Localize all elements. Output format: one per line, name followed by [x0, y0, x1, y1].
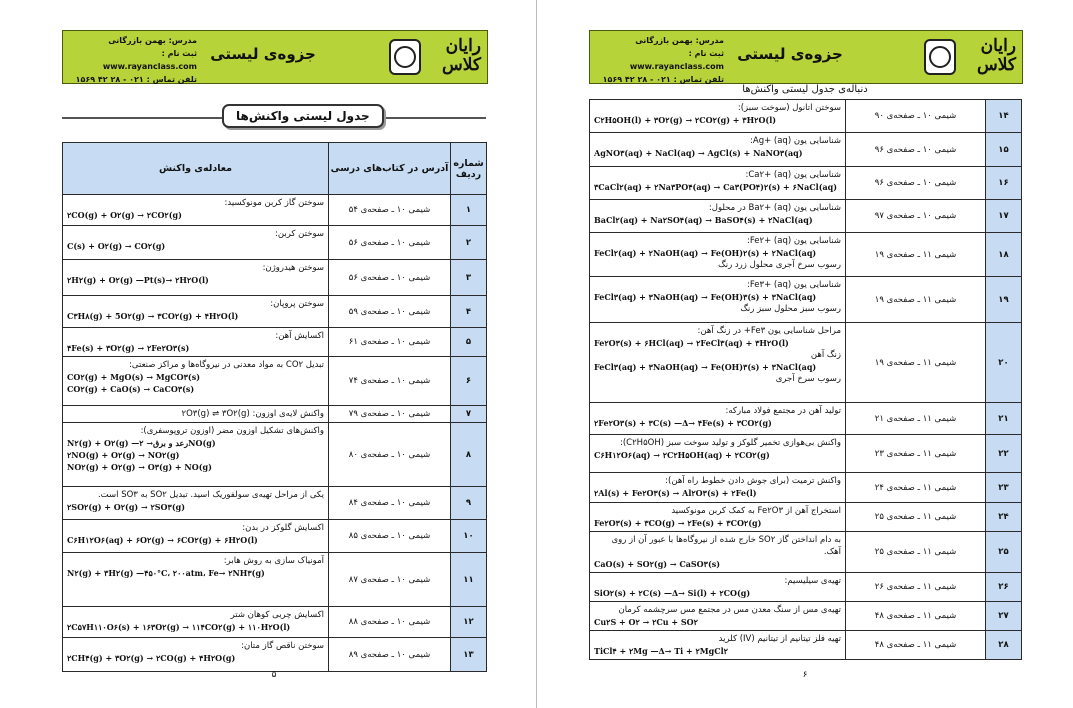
reaction-equation: ۴Fe(s) + ۳O۲(g) → ۲Fe۲O۳(s): [67, 343, 190, 353]
row-number: ۱۷: [986, 200, 1022, 233]
book-reference: شیمی ۱۰ ـ صفحه‌ی ۵۴: [329, 195, 451, 226]
book-reference: شیمی ۱۰ ـ صفحه‌ی ۸۹: [329, 638, 451, 672]
book-reference: شیمی ۱۱ ـ صفحه‌ی ۲۱: [846, 403, 986, 435]
book-reference: شیمی ۱۰ ـ صفحه‌ی ۷۴: [329, 357, 451, 406]
table-row: [590, 631, 1022, 660]
book-reference: شیمی ۱۰ ـ صفحه‌ی ۸۰: [329, 423, 451, 487]
reaction-description: شناسایی یون Ag+ (aq):: [750, 136, 841, 146]
book-reference: شیمی ۱۰ ـ صفحه‌ی ۵۹: [329, 296, 451, 328]
table-row: [590, 323, 1022, 403]
reaction-equation: FeCl۳(aq) + ۳NaOH(aq) → Fe(OH)۳(s) + ۳NaCl(aq): [594, 292, 817, 302]
rayan-class-logo: [389, 35, 481, 77]
reaction-equation: ۲H۲(g) + O۲(g) —Pt(s)→ ۲H۲O(l): [67, 275, 209, 285]
row-number: ۲۶: [986, 573, 1022, 602]
row-number: ۱۹: [986, 277, 1022, 323]
reaction-description: شناسایی یون Fe۲+ (aq):: [747, 236, 841, 246]
row-number: ۷: [451, 406, 487, 423]
book-reference: شیمی ۱۱ ـ صفحه‌ی ۱۹: [846, 323, 986, 403]
row-number: ۲: [451, 226, 487, 260]
reaction-description: واکنش بی‌هوازی تخمیر گلوکز و تولید سوخت سبز (C۲H۵OH):: [619, 438, 841, 448]
reaction-cell: [590, 631, 846, 660]
table-row: [590, 473, 1022, 503]
reaction-description: واکنش‌های تشکیل اوزون مضر (اوزون تروپوسفری):: [140, 426, 324, 436]
reaction-description: واکنش ترمیت (برای جوش دادن خطوط راه آهن):: [665, 476, 841, 486]
reaction-cell: [63, 195, 329, 226]
website-link[interactable]: www.rayanclass.com: [102, 62, 197, 71]
logo-text: رایان کلاس: [442, 36, 481, 75]
table-row: [590, 403, 1022, 435]
reaction-cell: [590, 435, 846, 473]
row-number: ۱۳: [451, 638, 487, 672]
table-row: [63, 357, 487, 406]
reaction-cell: [590, 573, 846, 602]
header-info: [596, 34, 724, 86]
table-row: [63, 553, 487, 607]
rayan-class-logo: [924, 35, 1016, 77]
row-number: ۱۴: [986, 100, 1022, 133]
reaction-description: رسوب سرخ آجری محلول زرد رنگ: [718, 260, 841, 270]
row-number: ۶: [451, 357, 487, 406]
reaction-description: رسوب سرخ آجری: [775, 374, 841, 384]
page-header: [589, 30, 1023, 84]
book-reference: شیمی ۱۰ ـ صفحه‌ی ۹۶: [846, 133, 986, 167]
book-reference: شیمی ۱۱ ـ صفحه‌ی ۲۴: [846, 473, 986, 503]
reaction-equation: CaO(s) + SO۲(g) → CaSO۳(s): [594, 559, 721, 569]
book-reference: شیمی ۱۰ ـ صفحه‌ی ۵۶: [329, 260, 451, 296]
site-label: ثبت نام :: [161, 49, 197, 58]
book-reference: شیمی ۱۰ ـ صفحه‌ی ۹۷: [846, 200, 986, 233]
reaction-description: تهیه‌ی مس از سنگ معدن مس در مجتمع مس سرچشمه کرمان: [618, 605, 841, 615]
reaction-cell: [590, 473, 846, 503]
reaction-description: سوختن کربن:: [275, 229, 324, 239]
continuation-subtitle: دنباله‌ی جدول لیستی واکنش‌ها: [742, 84, 868, 95]
reaction-equation: NO۲(g) + O۲(g) → O۳(g) + NO(g): [67, 462, 212, 472]
page-header: [62, 30, 488, 84]
book-reference: شیمی ۱۱ ـ صفحه‌ی ۲۵: [846, 532, 986, 573]
reaction-equation: C۶H۱۲O۶(aq) → ۲C۲H۵OH(aq) + ۲CO۲(g): [594, 450, 770, 460]
table-row: [63, 520, 487, 553]
row-number: ۳: [451, 260, 487, 296]
reaction-equation: C۶H۱۲O۶(aq) + ۶O۲(g) → ۶CO۲(g) + ۶H۲O(l): [67, 535, 258, 545]
row-number: ۲۲: [986, 435, 1022, 473]
phone-number: تلفن تماس : ۰۲۱ - ۲۸ ۴۲ ۱۵۶۹: [602, 75, 724, 84]
reaction-cell: [590, 532, 846, 573]
reaction-cell: [63, 296, 329, 328]
reaction-cell: [590, 233, 846, 277]
table-row: [63, 328, 487, 357]
reaction-description: تهیه‌ی سیلیسیم:: [784, 576, 841, 586]
book-reference: شیمی ۱۰ ـ صفحه‌ی ۷۹: [329, 406, 451, 423]
reaction-description: شناسایی یون Ba۲+ (aq) در محلول:: [708, 203, 841, 213]
row-number: ۱۱: [451, 553, 487, 607]
book-reference: شیمی ۱۱ ـ صفحه‌ی ۱۹: [846, 233, 986, 277]
table-row: [590, 435, 1022, 473]
row-number: ۱۶: [986, 167, 1022, 200]
reaction-equation: ۲SO۲(g) + O۲(g) → ۲SO۳(g): [67, 502, 185, 512]
table-row: [590, 233, 1022, 277]
reaction-cell: [590, 403, 846, 435]
reaction-cell: [63, 328, 329, 357]
logo-face-icon: [394, 46, 416, 68]
book-reference: شیمی ۱۰ ـ صفحه‌ی ۵۶: [329, 226, 451, 260]
table-row: [63, 195, 487, 226]
teacher-name: مدرس: بهمن بازرگانی: [108, 36, 197, 45]
page-number: ۵: [271, 670, 277, 680]
reaction-equation: FeCl۳(aq) + ۳NaOH(aq) → Fe(OH)۳(s) + ۳NaCl(aq): [594, 362, 817, 372]
row-number: ۱۰: [451, 520, 487, 553]
phone-number: تلفن تماس : ۰۲۱ - ۲۸ ۴۲ ۱۵۶۹: [75, 75, 197, 84]
col-header-equation: معادله‌ی واکنش: [63, 143, 329, 195]
reaction-cell: [63, 487, 329, 520]
reaction-equation: CO۲(g) + CaO(s) → CaCO۳(s): [67, 384, 195, 394]
reaction-description: واکنش لایه‌ی اوزون: ۲O۳(g) ⇌ ۳O۲(g): [181, 409, 324, 419]
reaction-cell: [63, 406, 329, 423]
reaction-cell: [63, 260, 329, 296]
reaction-cell: [590, 277, 846, 323]
table-row: [590, 167, 1022, 200]
table-row: [590, 602, 1022, 631]
reaction-description: رسوب سبز محلول سبز رنگ: [740, 304, 841, 314]
row-number: ۱۸: [986, 233, 1022, 277]
row-number: ۱: [451, 195, 487, 226]
reaction-equation: ۳CaCl۲(aq) + ۲Na۳PO۴(aq) → Ca۳(PO۴)۲(s) + ۶NaCl(aq): [594, 182, 838, 192]
reaction-description: سوختن پروپان:: [270, 299, 324, 309]
reaction-equation: TiCl۴ + ۲Mg —Δ→ Ti + ۲MgCl۲: [594, 646, 728, 656]
reaction-description: تهیه فلز تیتانیم از تیتانیم (IV) کلرید: [718, 634, 841, 644]
header-title: جزوه‌ی لیستی: [210, 45, 316, 63]
reaction-description: اکسایش چربی کوهان شتر: [230, 610, 324, 620]
header-title: جزوه‌ی لیستی: [737, 45, 843, 63]
row-number: ۲۳: [986, 473, 1022, 503]
reaction-cell: [590, 133, 846, 167]
reaction-equation: Fe۲O۳(s) + ۶HCl(aq) → ۲FeCl۳(aq) + ۳H۲O(l): [594, 338, 789, 348]
reaction-cell: [590, 503, 846, 532]
reaction-equation: ۲NO(g) + O۲(g) → NO۲(g): [67, 450, 180, 460]
reaction-description: اکسایش آهن:: [275, 331, 324, 341]
site-label: ثبت نام :: [688, 49, 724, 58]
row-number: ۲۷: [986, 602, 1022, 631]
reaction-description: سوختن اتانول (سوخت سبز):: [737, 103, 841, 113]
table-row: [63, 487, 487, 520]
row-number: ۸: [451, 423, 487, 487]
table-row: [590, 503, 1022, 532]
col-header-row-number: شماره ردیف: [451, 143, 487, 195]
table-row: [63, 226, 487, 260]
teacher-name: مدرس: بهمن بازرگانی: [635, 36, 724, 45]
book-reference: شیمی ۱۰ ـ صفحه‌ی ۸۸: [329, 607, 451, 638]
book-reference: شیمی ۱۱ ـ صفحه‌ی ۲۶: [846, 573, 986, 602]
reaction-equation: Cu۲S + O۲ → ۲Cu + SO۲: [594, 617, 698, 627]
book-reference: شیمی ۱۰ ـ صفحه‌ی ۸۴: [329, 487, 451, 520]
section-title-box: [222, 104, 384, 128]
reaction-description: یکی از مراحل تهیه‌ی سولفوریک اسید. تبدیل SO۲ به SO۳ است.: [97, 490, 324, 500]
book-reference: شیمی ۱۱ ـ صفحه‌ی ۲۳: [846, 435, 986, 473]
section-title: جدول لیستی واکنش‌ها: [222, 104, 384, 128]
logo-face-icon: [929, 46, 951, 68]
reaction-equation: CO۲(g) + MgO(s) → MgCO۳(s): [67, 372, 200, 382]
row-number: ۴: [451, 296, 487, 328]
reaction-cell: [63, 357, 329, 406]
reaction-cell: [63, 607, 329, 638]
reaction-equation: C۲H۵OH(l) + ۳O۲(g) → ۲CO۲(g) + ۳H۲O(l): [594, 115, 777, 125]
book-reference: شیمی ۱۱ ـ صفحه‌ی ۱۹: [846, 277, 986, 323]
reaction-description: زنگ آهن: [810, 350, 841, 360]
reaction-cell: [63, 553, 329, 607]
table-row: [63, 638, 487, 672]
reaction-equation: BaCl۲(aq) + Na۲SO۴(aq) → BaSO۴(s) + ۲NaCl(aq): [594, 215, 813, 225]
table-row: [590, 200, 1022, 233]
reaction-cell: [590, 167, 846, 200]
reaction-cell: [590, 100, 846, 133]
reaction-description: تبدیل CO۲ به مواد معدنی در نیروگاه‌ها و مراکز صنعتی:: [129, 360, 324, 370]
reaction-equation: ۲CH۴(g) + ۳O۲(g) → ۲CO(g) + ۴H۲O(g): [67, 653, 236, 663]
reaction-description: اکسایش گلوکز در بدن:: [242, 523, 324, 533]
row-number: ۲۰: [986, 323, 1022, 403]
table-row: [63, 260, 487, 296]
row-number: ۲۱: [986, 403, 1022, 435]
reaction-description: به دام انداختن گاز SO۲ خارج شده از نیروگاه‌ها با عبور آن از روی آهک.: [611, 535, 841, 557]
row-number: ۱۲: [451, 607, 487, 638]
reaction-equation: FeCl۲(aq) + ۲NaOH(aq) → Fe(OH)۲(s) + ۲NaCl(aq): [594, 248, 817, 258]
row-number: ۲۴: [986, 503, 1022, 532]
row-number: ۵: [451, 328, 487, 357]
table-row: [590, 573, 1022, 602]
book-reference: شیمی ۱۱ ـ صفحه‌ی ۴۸: [846, 631, 986, 660]
reaction-cell: [590, 323, 846, 403]
reaction-description: آمونیاک سازی به روش هابر:: [223, 556, 324, 566]
reaction-description: تولید آهن در مجتمع فولاد مبارکه:: [725, 406, 841, 416]
reaction-description: سوختن هیدروژن:: [262, 263, 324, 273]
reaction-equation: C۳H۸(g) + 5O۲(g) → ۳CO۲(g) + ۴H۲O(l): [67, 311, 239, 321]
row-number: ۲۵: [986, 532, 1022, 573]
reaction-cell: [63, 423, 329, 487]
reaction-cell: [590, 200, 846, 233]
reaction-equation: SiO۲(s) + ۲C(s) —Δ→ Si(l) + ۲CO(g): [594, 588, 751, 598]
table-row: [590, 277, 1022, 323]
book-reference: شیمی ۱۰ ـ صفحه‌ی ۶۱: [329, 328, 451, 357]
table-row: [63, 423, 487, 487]
website-link[interactable]: www.rayanclass.com: [629, 62, 724, 71]
book-reference: شیمی ۱۰ ـ صفحه‌ی ۸۵: [329, 520, 451, 553]
logo-text: رایان کلاس: [977, 36, 1016, 75]
header-info: [69, 34, 197, 86]
reaction-equation: N۲(g) + ۳H۲(g) —۴۵۰°C، ۲۰۰atm، Fe→ ۲NH۳(g): [67, 568, 265, 578]
reaction-equation: Fe۲O۳(s) + ۳CO(g) → ۲Fe(s) + ۳CO۲(g): [594, 518, 762, 528]
row-number: ۱۵: [986, 133, 1022, 167]
reaction-cell: [63, 226, 329, 260]
reaction-description: شناسایی یون Fe۳+ (aq):: [747, 280, 841, 290]
reaction-description: شناسایی یون Ca۲+ (aq):: [745, 170, 841, 180]
table-row: [63, 607, 487, 638]
reactions-table: [62, 142, 487, 672]
book-reference: شیمی ۱۰ ـ صفحه‌ی ۹۶: [846, 167, 986, 200]
table-row: [590, 100, 1022, 133]
reaction-equation: ۲C۵۷H۱۱۰O۶(s) + ۱۶۳O۲(g) → ۱۱۴CO۲(g) + ۱۱۰H۲O(l): [67, 622, 291, 632]
reaction-equation: AgNO۳(aq) + NaCl(aq) → AgCl(s) + NaNO۳(aq): [594, 148, 803, 158]
reaction-description: مراحل شناسایی یون Fe۳+ در زنگ آهن:: [697, 326, 841, 336]
reaction-equation: C(s) + O۲(g) → CO۲(g): [67, 241, 166, 251]
reaction-cell: [63, 520, 329, 553]
reactions-table-continued: [589, 99, 1022, 660]
row-number: ۹: [451, 487, 487, 520]
reaction-cell: [63, 638, 329, 672]
book-reference: شیمی ۱۱ ـ صفحه‌ی ۴۸: [846, 602, 986, 631]
reaction-equation: ۲CO(g) + O۲(g) → ۲CO۲(g): [67, 210, 182, 220]
reaction-cell: [590, 602, 846, 631]
book-reference: شیمی ۱۰ ـ صفحه‌ی ۹۰: [846, 100, 986, 133]
reaction-equation: ۲Al(s) + Fe۲O۳(s) → Al۲O۳(s) + ۲Fe(l): [594, 488, 757, 498]
reaction-description: سوختن گاز کربن مونوکسید:: [224, 198, 324, 208]
book-reference: شیمی ۱۱ ـ صفحه‌ی ۲۵: [846, 503, 986, 532]
reaction-equation: N۲(g) + O۲(g) —رعد و برق→ ۲NO(g): [67, 438, 216, 448]
reaction-equation: ۲Fe۲O۳(s) + ۳C(s) —Δ→ ۴Fe(s) + ۳CO۲(g): [594, 418, 772, 428]
table-row: [590, 133, 1022, 167]
reaction-description: استخراج آهن از Fe۲O۳ به کمک کربن مونوکسید: [671, 506, 841, 516]
page-number: ۶: [802, 670, 808, 680]
book-reference: شیمی ۱۰ ـ صفحه‌ی ۸۷: [329, 553, 451, 607]
page-6: [537, 0, 1073, 708]
col-header-book: آدرس در کتاب‌های درسی: [329, 143, 451, 195]
row-number: ۲۸: [986, 631, 1022, 660]
table-row: [63, 406, 487, 423]
reaction-description: سوختن ناقص گاز متان:: [241, 641, 324, 651]
table-row: [63, 296, 487, 328]
table-row: [590, 532, 1022, 573]
